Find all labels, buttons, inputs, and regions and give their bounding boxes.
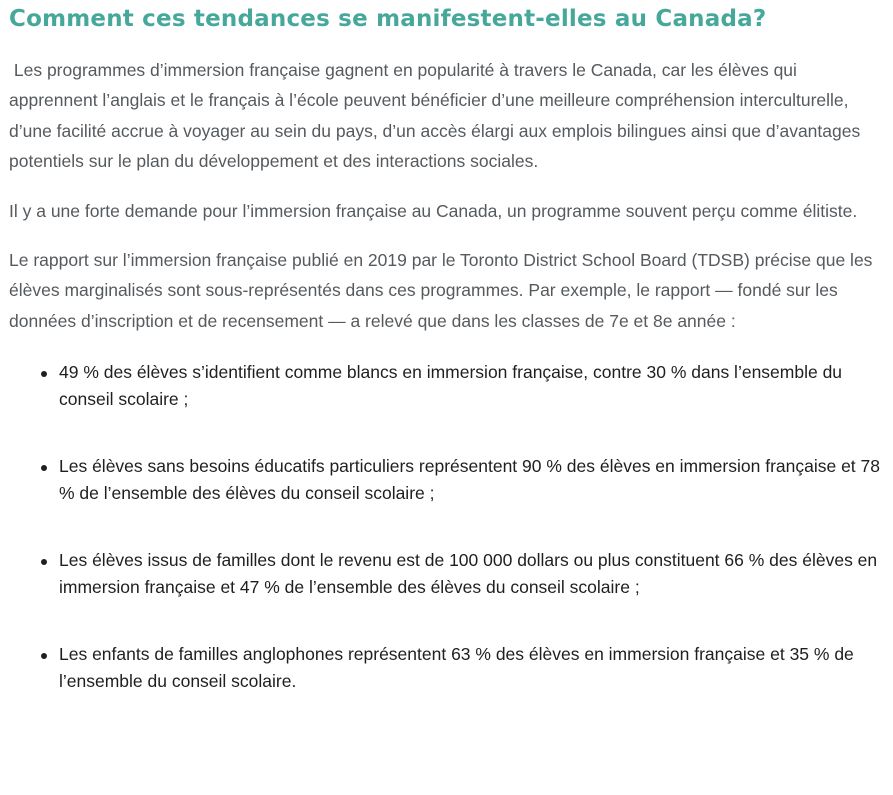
statistics-list bbox=[9, 359, 881, 695]
list-item bbox=[9, 547, 881, 601]
list-item-text: Les élèves issus de familles dont le revenu est de 100 000 dollars ou plus constituent 66 % des élèves en immersion française et 47 % de l’ensemble des élèves du conseil scolaire ; bbox=[59, 550, 878, 598]
intro-paragraph: Les programmes d’immersion française gagnent en popularité à travers le Canada, car les élèves qui apprennent l’anglais et le français à l’école peuvent bénéficier d’une meilleure compréhension interculturelle, d’une facilité accrue à voyager au sein du pays, d’un accès élargi aux emplois bilingues ainsi que d’avantages potentiels sur le plan du développement et des interactions sociales. bbox=[9, 60, 866, 172]
demand-paragraph: Il y a une forte demande pour l’immersion française au Canada, un programme souvent perçu comme élitiste. bbox=[9, 200, 858, 221]
bullet-icon bbox=[41, 559, 47, 565]
section-heading: Comment ces tendances se manifestent-elles au Canada? bbox=[9, 6, 767, 32]
list-item bbox=[9, 641, 881, 695]
list-item-text: Les enfants de familles anglophones représentent 63 % des élèves en immersion française et 35 % de l’ensemble du conseil scolaire. bbox=[59, 644, 854, 692]
article bbox=[9, 0, 881, 695]
list-item bbox=[9, 453, 881, 507]
list-item-text: Les élèves sans besoins éducatifs particuliers représentent 90 % des élèves en immersion française et 78 % de l’ensemble des élèves du conseil scolaire ; bbox=[59, 456, 880, 504]
bullet-icon bbox=[41, 653, 47, 659]
list-item-text: 49 % des élèves s’identifient comme blancs en immersion française, contre 30 % dans l’ensemble du conseil scolaire ; bbox=[59, 362, 843, 410]
bullet-icon bbox=[41, 371, 47, 377]
bullet-icon bbox=[41, 465, 47, 471]
list-item bbox=[9, 359, 881, 413]
report-paragraph: Le rapport sur l’immersion française publié en 2019 par le Toronto District School Board (TDSB) précise que les élèves marginalisés sont sous-représentés dans ces programmes. Par exemple, le rapport — fondé sur les données d’inscription et de recensement — a relevé que dans les classes de 7e et 8e année : bbox=[9, 250, 873, 331]
